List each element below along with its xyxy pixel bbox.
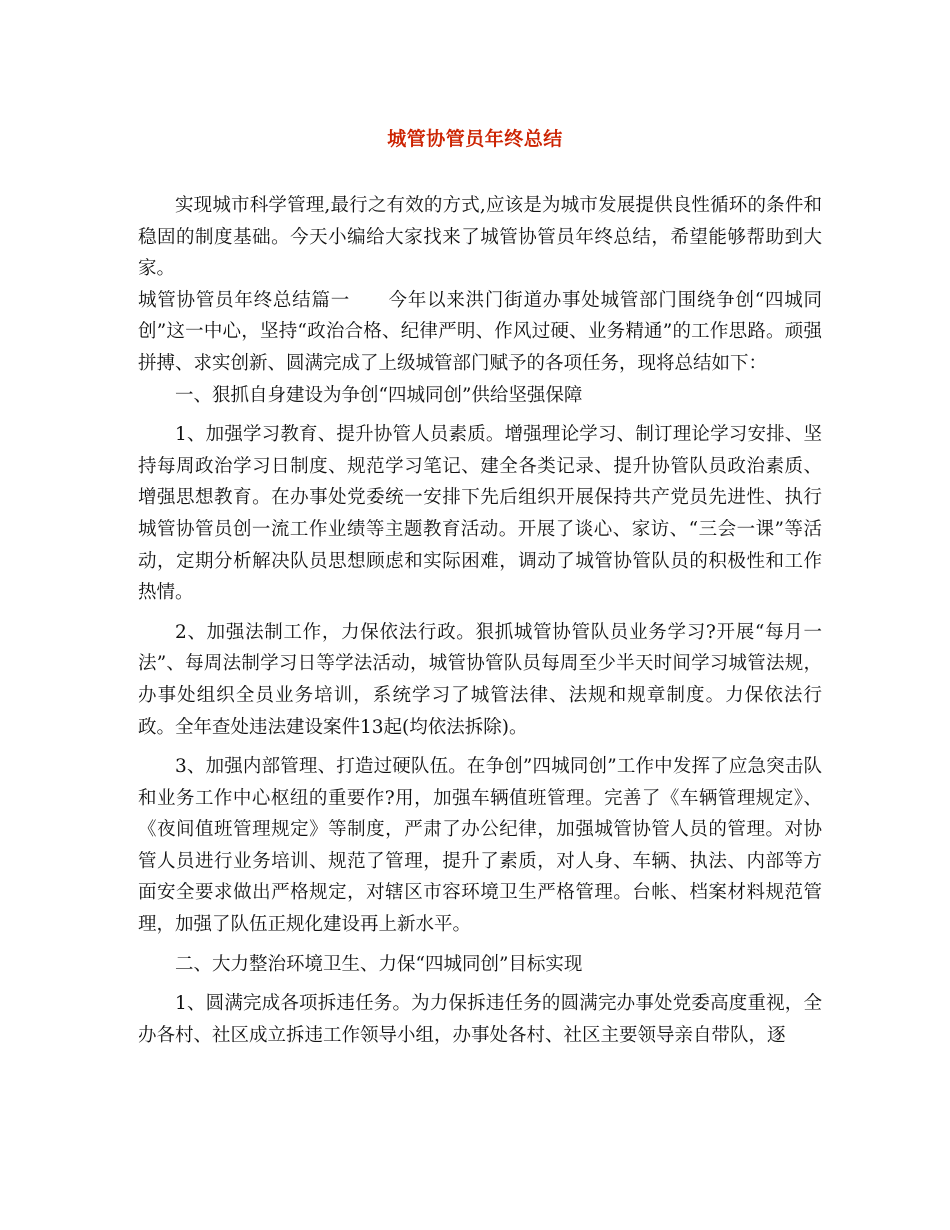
- section-one-intro-paragraph: 城管协管员年终总结篇一 今年以来洪门街道办事处城管部门围绕争创“四城同创”这一中心，坚持“政治合格、纪律严明、作风过硬、业务精通”的工作思路。顽强拼搏、求实创新、圆满完成了上级城管部门赋予的各项任务，现将总结如下：: [138, 289, 822, 374]
- item-3-internal-management: 3、加强内部管理、打造过硬队伍。在争创”四城同创”工作中发挥了应急突击队和业务工作中心枢纽的重要作?用，加强车辆值班管理。完善了《车辆管理规定》、《夜间值班管理规定》等制度，严肃了办公纪律，加强城管协管人员的管理。对协管人员进行业务培训、规范了管理，提升了素质，对人身、车辆、执法、内部等方面安全要求做出严格规定，对辖区市容环境卫生严格管理。台帐、档案材料规范管理，加强了队伍正规化建设再上新水平。: [138, 756, 822, 936]
- item-2-legal-work: 2、加强法制工作，力保依法行政。狠抓城管协管队员业务学习?开展“每月一法”、每周法制学习日等学法活动，城管协管队员每周至少半天时间学习城管法规，办事处组织全员业务培训，系统学习了城管法律、法规和规章制度。力保依法行政。全年查处违法建设案件13起(均依法拆除)。: [138, 621, 822, 738]
- document-body: [138, 190, 822, 1051]
- intro-paragraph: 实现城市科学管理,最行之有效的方式,应该是为城市发展提供良性循环的条件和稳固的制度基础。今天小编给大家找来了城管协管员年终总结，希望能够帮助到大家。: [138, 195, 822, 280]
- heading-part-one: 一、狠抓自身建设为争创“四城同创”供给坚强保障: [175, 384, 583, 406]
- heading-part-two: 二、大力整治环境卫生、力保“四城同创”目标实现: [175, 953, 583, 975]
- item-1-demolition-tasks: 1、圆满完成各项拆违任务。为力保拆违任务的圆满完办事处党委高度重视，全办各村、社区成立拆违工作领导小组，办事处各村、社区主要领导亲自带队，逐: [138, 993, 822, 1046]
- item-1-study-education: 1、加强学习教育、提升协管人员素质。增强理论学习、制订理论学习安排、坚持每周政治学习日制度、规范学习笔记、建全各类记录、提升协管队员政治素质、增强思想教育。在办事处党委统一安排下先后组织开展保持共产党员先进性、执行城管协管员创一流工作业绩等主题教育活动。开展了谈心、家访、“三会一课”等活动，定期分析解决队员思想顾虑和实际困难，调动了城管协管队员的积极性和工作热情。: [138, 424, 822, 604]
- document-title: 城管协管员年终总结: [387, 128, 563, 150]
